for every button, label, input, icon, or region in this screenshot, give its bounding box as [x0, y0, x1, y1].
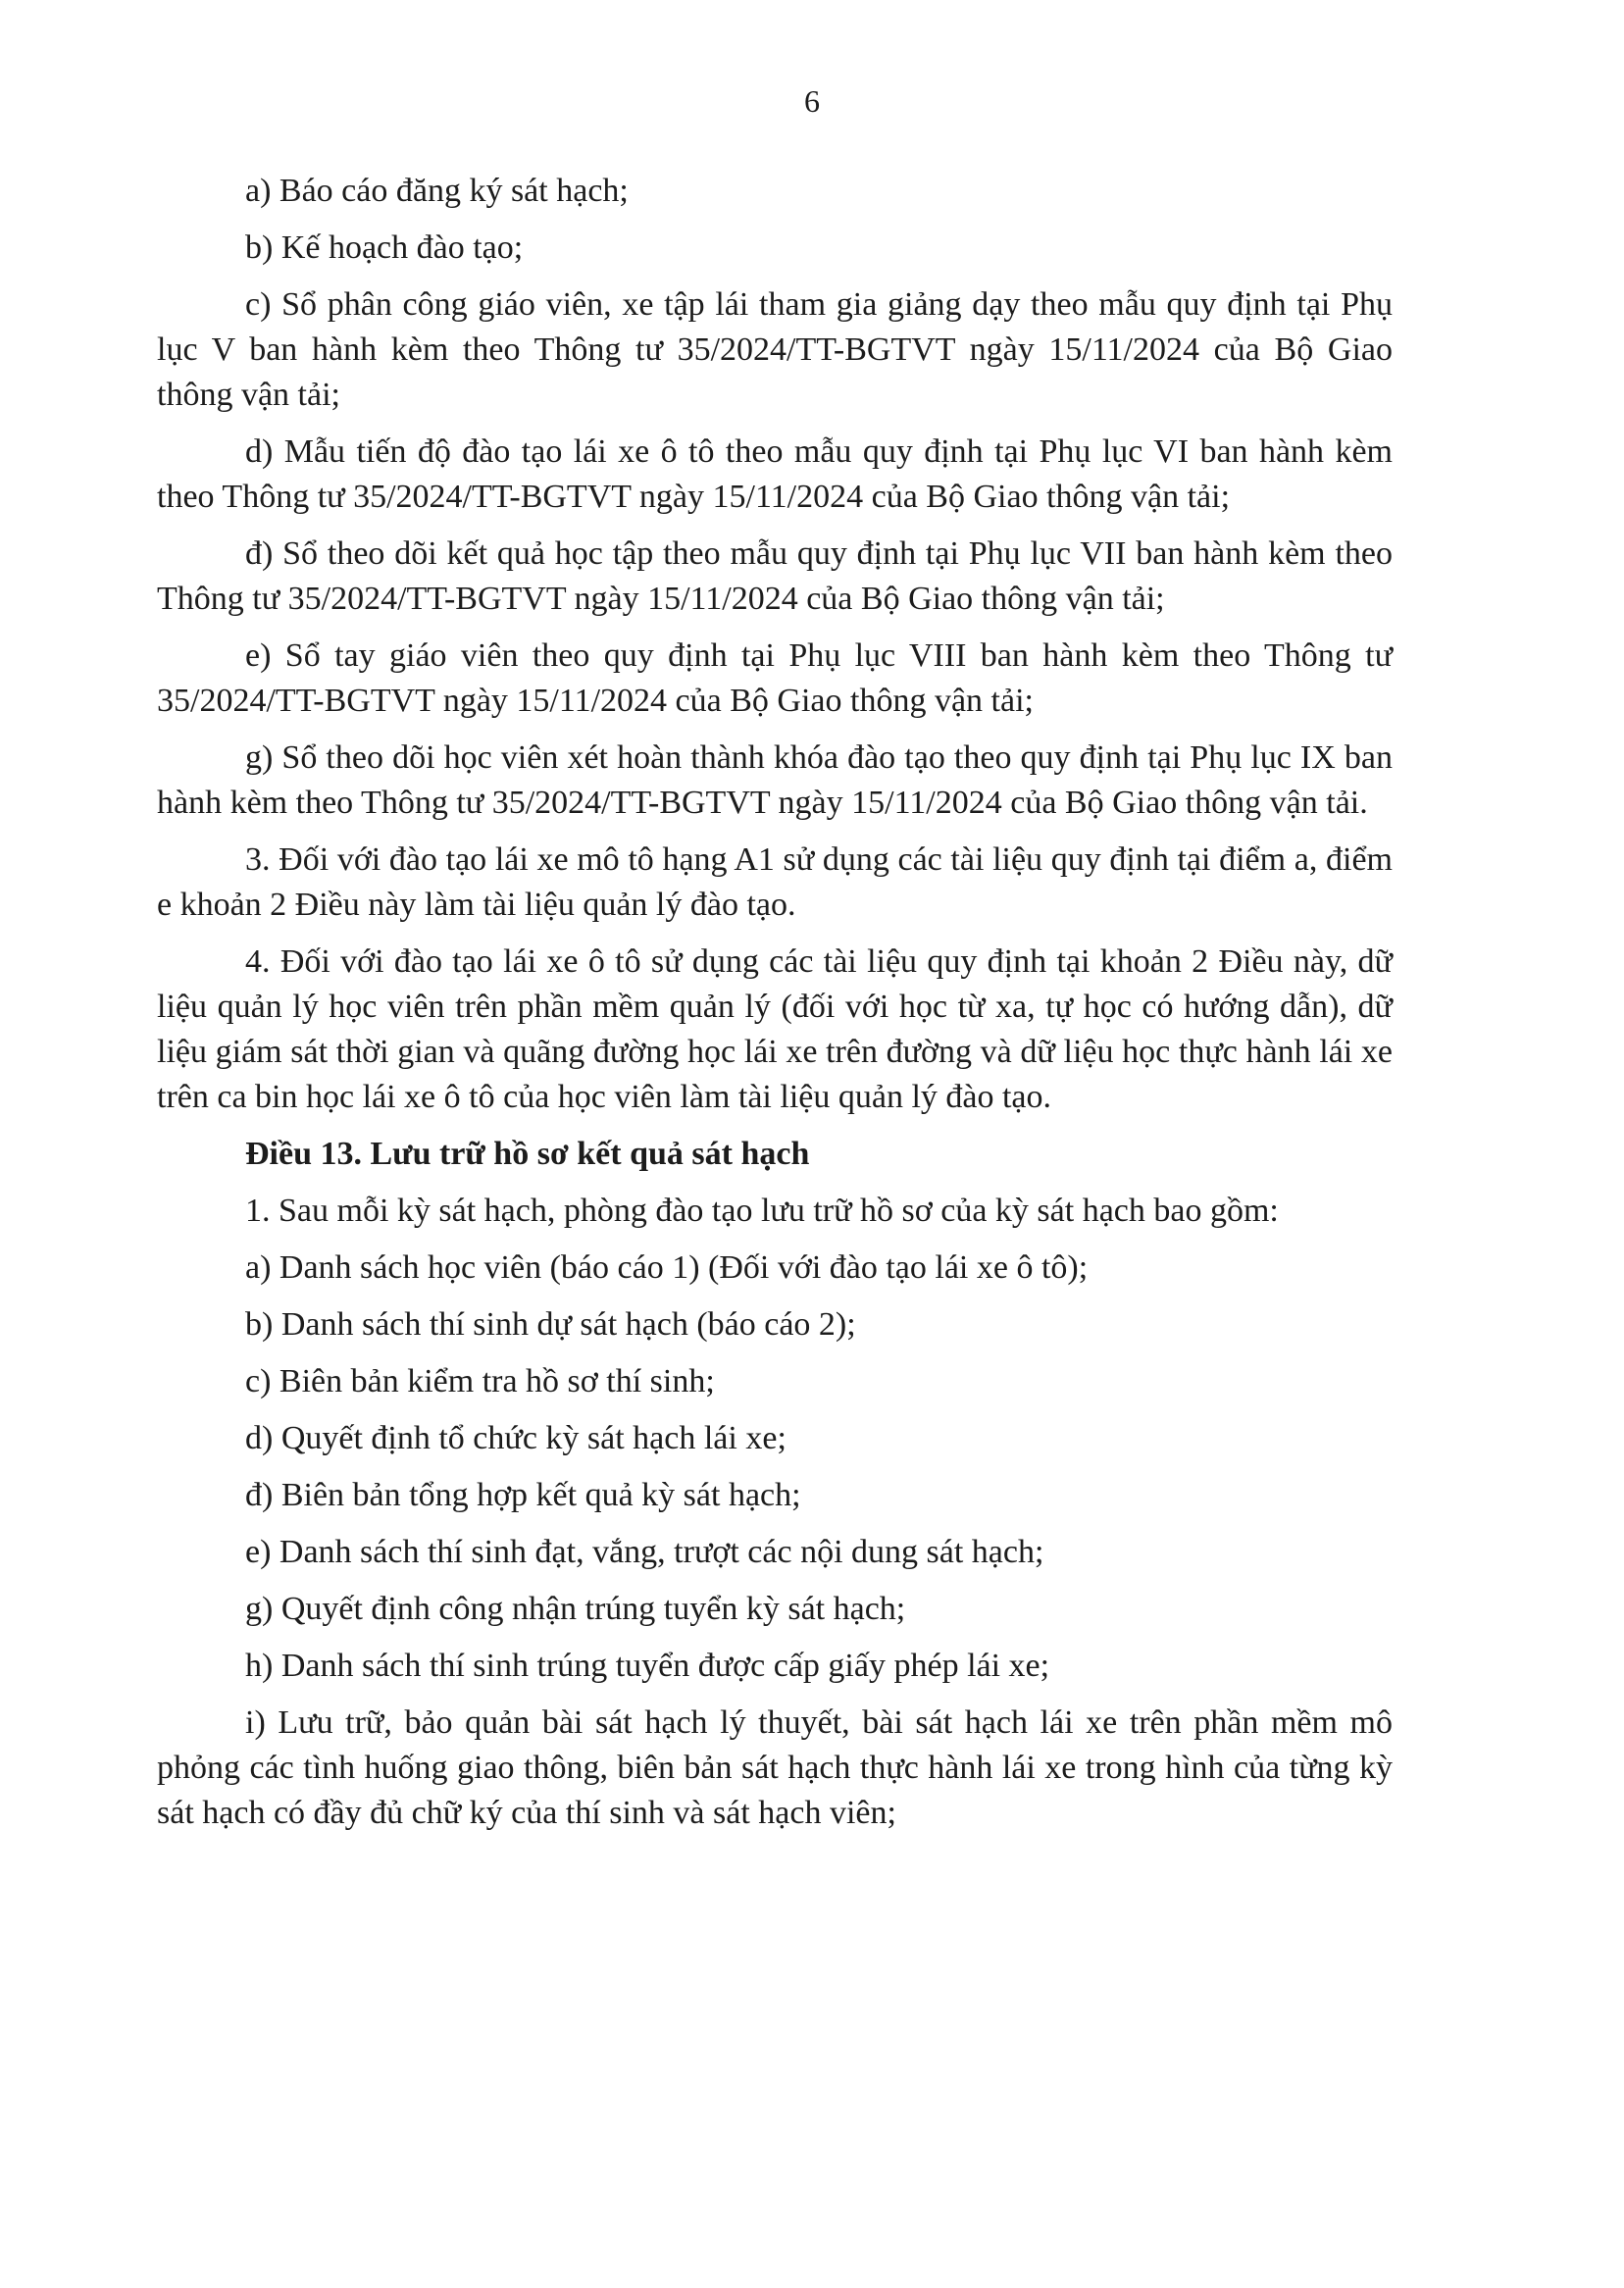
clause-4: 4. Đối với đào tạo lái xe ô tô sử dụng các tài liệu quy định tại khoản 2 Điều này, dữ liệu quản lý học viên trên phần mềm quản lý (đối với học từ xa, tự học có hướng dẫn), dữ liệu giám sát thời gian và quãng đường học lái xe trên đường và dữ liệu học thực hành lái xe trên ca bin học lái xe ô tô của học viên làm tài liệu quản lý đào tạo. [157, 943, 1393, 1115]
document-body [157, 169, 1393, 1848]
list-item-e: e) Sổ tay giáo viên theo quy định tại Phụ lục VIII ban hành kèm theo Thông tư 35/2024/TT-BGTVT ngày 15/11/2024 của Bộ Giao thông vận tải; [157, 637, 1393, 719]
archive-item-i: i) Lưu trữ, bảo quản bài sát hạch lý thuyết, bài sát hạch lái xe trên phần mềm mô phỏng các tình huống giao thông, biên bản sát hạch thực hành lái xe trong hình của từng kỳ sát hạch có đầy đủ chữ ký của thí sinh và sát hạch viên; [157, 1704, 1393, 1831]
article-13-clause-1: 1. Sau mỗi kỳ sát hạch, phòng đào tạo lưu trữ hồ sơ của kỳ sát hạch bao gồm: [245, 1193, 1279, 1229]
archive-item-e: e) Danh sách thí sinh đạt, vắng, trượt các nội dung sát hạch; [245, 1534, 1044, 1570]
list-item-dd: đ) Sổ theo dõi kết quả học tập theo mẫu quy định tại Phụ lục VII ban hành kèm theo Thông tư 35/2024/TT-BGTVT ngày 15/11/2024 của Bộ Giao thông vận tải; [157, 535, 1393, 617]
archive-item-d: d) Quyết định tổ chức kỳ sát hạch lái xe; [245, 1420, 787, 1456]
archive-item-dd: đ) Biên bản tổng hợp kết quả kỳ sát hạch; [245, 1477, 801, 1513]
list-item-b: b) Kế hoạch đào tạo; [245, 229, 524, 266]
list-item-d: d) Mẫu tiến độ đào tạo lái xe ô tô theo mẫu quy định tại Phụ lục VI ban hành kèm theo Thông tư 35/2024/TT-BGTVT ngày 15/11/2024 của Bộ Giao thông vận tải; [157, 433, 1393, 515]
archive-item-c: c) Biên bản kiểm tra hồ sơ thí sinh; [245, 1363, 715, 1399]
clause-3: 3. Đối với đào tạo lái xe mô tô hạng A1 sử dụng các tài liệu quy định tại điểm a, điểm e khoản 2 Điều này làm tài liệu quản lý đào tạo. [157, 841, 1393, 923]
archive-item-h: h) Danh sách thí sinh trúng tuyển được cấp giấy phép lái xe; [245, 1648, 1050, 1684]
archive-item-a: a) Danh sách học viên (báo cáo 1) (Đối với đào tạo lái xe ô tô); [245, 1249, 1089, 1286]
list-item-a: a) Báo cáo đăng ký sát hạch; [245, 173, 629, 209]
article-13-heading: Điều 13. Lưu trữ hồ sơ kết quả sát hạch [245, 1136, 810, 1172]
list-item-c: c) Sổ phân công giáo viên, xe tập lái tham gia giảng dạy theo mẫu quy định tại Phụ lục V ban hành kèm theo Thông tư 35/2024/TT-BGTVT ngày 15/11/2024 của Bộ Giao thông vận tải; [157, 286, 1393, 413]
archive-item-g: g) Quyết định công nhận trúng tuyển kỳ sát hạch; [245, 1591, 906, 1627]
page-number: 6 [804, 83, 820, 119]
list-item-g: g) Sổ theo dõi học viên xét hoàn thành khóa đào tạo theo quy định tại Phụ lục IX ban hành kèm theo Thông tư 35/2024/TT-BGTVT ngày 15/11/2024 của Bộ Giao thông vận tải. [157, 739, 1393, 821]
archive-item-b: b) Danh sách thí sinh dự sát hạch (báo cáo 2); [245, 1306, 856, 1343]
